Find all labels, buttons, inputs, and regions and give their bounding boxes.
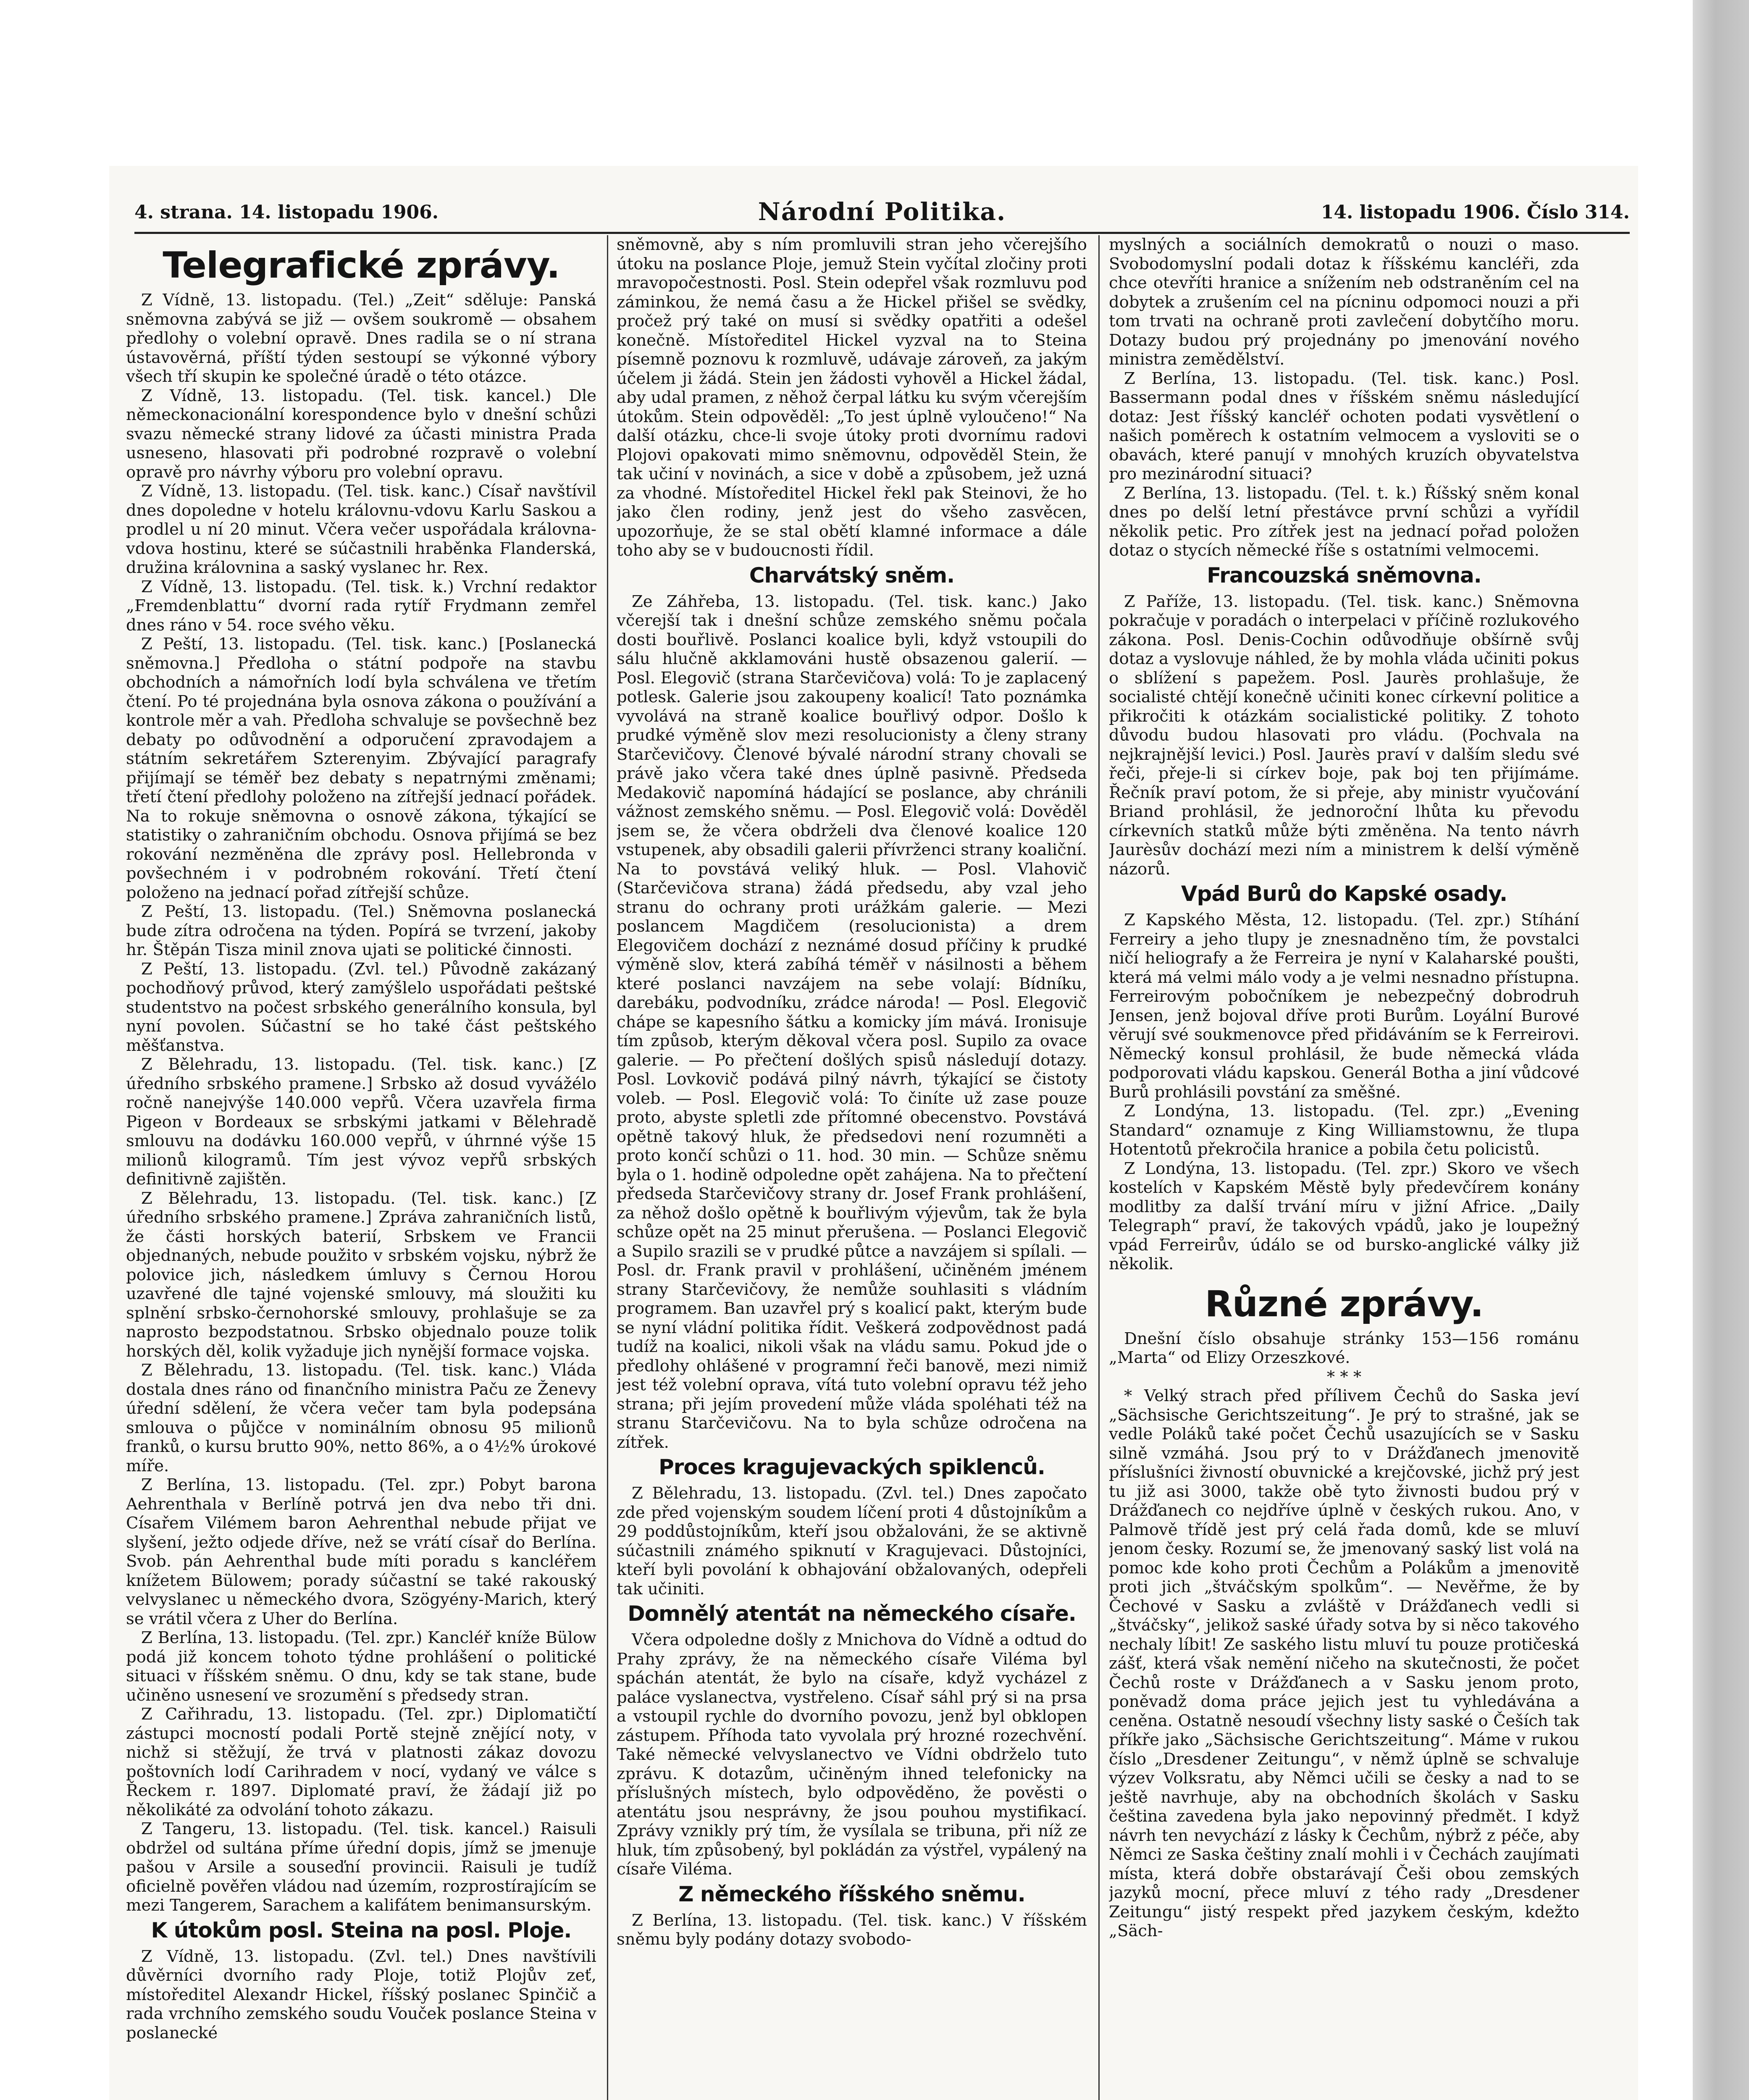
news-paragraph: Z Bělehradu, 13. listopadu. (Tel. tisk. kanc.) [Z úředního srbského pramene.] Zpráva zahraničních listů, že části horských baterií, Srbskem ve Francii objednaných, nebude použito v srbském vojsku, nýbrž že polovice jich, následkem úmluvy s Černou Horou uzavřené dle tajné vojenské smlouvy, má sloužiti ku splnění srbsko-černohorské smlouvy, prohlašuje se za naprosto bezpodstatnou. Srbsko objednalo pouze tolik horských děl, kolik vyžaduje jich nynější formace vojska. xyxy=(126,1189,596,1361)
article-body xyxy=(617,592,1087,1452)
news-paragraph: Dnešní číslo obsahuje stránky 153—156 románu „Marta“ od Elizy Orzeszkové. xyxy=(1109,1329,1579,1367)
column-divider xyxy=(607,235,608,2100)
news-paragraph: myslných a sociálních demokratů o nouzi o maso. Svobodomyslní podali dotaz k říšskému kancléři, zda chce otevříti hranice a snížením neb odstraněním cel na dobytek a zrušením cel na pícninu odpomoci nouzi a při tom trvati na ochraně proti zavlečení dobytčího moru. Dotazy budou prý projednány po jmenování nového ministra zemědělství. xyxy=(1109,235,1579,369)
news-paragraph: Z Paříže, 13. listopadu. (Tel. tisk. kanc.) Sněmovna pokračuje v poradách o interpelaci v příčině rozlukového zákona. Posl. Denis-Cochin odůvodňuje obšírně svůj dotaz a vyslovuje náhled, že by mohla vláda učiniti pokus o sblížení s papežem. Posl. Jaurès prohlašuje, že socialisté chtějí konečně učiniti konec církevní politice a přikročiti k otázkám socialistické politiky. Z tohoto důvodu budou hlasovati pro vládu. (Pochvala na nejkrajnější levici.) Posl. Jaurès praví v dalším sledu své řeči, přeje-li si církev boje, pak boj ten přijímáme. Řečník praví potom, že si přeje, aby ministr vyučování Briand prohlásil, že jednoroční lhůta ku převodu církevních statků může býti změněna. Na tento návrh Jaurèsův dochází mezi ním a ministrem k delší výměně názorů. xyxy=(1109,592,1579,879)
column-3 xyxy=(1109,235,1579,2100)
article-body xyxy=(617,1911,1087,1949)
news-paragraph: Z Cařihradu, 13. listopadu. (Tel. zpr.) Diplomatičtí zástupci mocností podali Portě stejně znějící noty, v nichž si stěžují, že trvá v platnosti zákaz dovozu poštovních lodí Carihradem v nocí, vydaný ve válce s Řeckem r. 1897. Diplomaté praví, že žádají již po několikáté za odvolání tohoto zákazu. xyxy=(126,1705,596,1819)
article-body xyxy=(1109,592,1579,879)
news-paragraph: Z Berlína, 13. listopadu. (Tel. zpr.) Pobyt barona Aehrenthala v Berlíně potrvá jen dva nebo tři dni. Císařem Vilémem baron Aehrenthal nebude přijat ve slyšení, ježto odjede dříve, než se vrátí císař do Berlína. Svob. pán Aehrenthal bude míti poradu s kancléřem knížetem Bülowem; porady súčastní se také rakouský velvyslanec u německého dvora, Szögyény-Marich, který se vrátil včera z Uher do Berlína. xyxy=(126,1475,596,1628)
article-heading: Vpád Burů do Kapské osady. xyxy=(1181,882,1507,906)
news-paragraph: Z Vídně, 13. listopadu. (Tel. tisk. kancel.) Dle německonacionální korespondence bylo v dnešní schůzi svazu německé strany lidové za účasti ministra Prada usneseno, hlasovati při podrobné rozpravě o volební opravě pro návrhy výboru pro volební opravu. xyxy=(126,386,596,482)
article-body xyxy=(126,1947,596,2043)
column-2 xyxy=(617,235,1087,2100)
article-body xyxy=(1109,235,1579,560)
scan-margin xyxy=(1693,0,1749,2100)
article-heading: K útokům posl. Steina na posl. Ploje. xyxy=(151,1918,572,1942)
article-heading: Domnělý atentát na německého císaře. xyxy=(628,1601,1076,1626)
news-paragraph: Z Vídně, 13. listopadu. (Zvl. tel.) Dnes navštívili důvěrníci dvorního rady Ploje, totiž Plojův zeť, místoředitel Alexandr Hickel, říšský poslanec Spinčič a rada vrchního zemského soudu Vouček poslance Steina v poslanecké xyxy=(126,1947,596,2042)
news-paragraph: Z Vídně, 13. listopadu. (Tel. tisk. kanc.) Císař navštívil dnes dopoledne v hotelu královnu-vdovu Karlu Saskou a prodlel u ní 20 minut. Včera večer uspořádala královna-vdova hostinu, které se súčastnili hraběnka Flanderská, družina královnina a saský vyslanec hr. Rex. xyxy=(126,482,596,577)
page-number-date: 4. strana. 14. listopadu 1906. xyxy=(134,202,439,223)
section-title: Různé zprávy. xyxy=(1205,1283,1484,1325)
news-paragraph: Z Vídně, 13. listopadu. (Tel. tisk. k.) Vrchní redaktor „Fremdenblattu“ dvorní rada rytíř Frydmann zemřel dnes ráno v 54. roce svého věku. xyxy=(126,577,596,635)
article-heading: Francouzská sněmovna. xyxy=(1207,563,1481,588)
article-heading: Proces kragujevackých spiklenců. xyxy=(659,1455,1045,1479)
article-heading: Charvátský sněm. xyxy=(749,563,955,588)
ornament-stars: * * * xyxy=(1326,1367,1362,1386)
header-rule xyxy=(134,232,1630,234)
column-divider xyxy=(1098,235,1100,2100)
news-paragraph: Z Londýna, 13. listopadu. (Tel. zpr.) Skoro ve všech kostelích v Kapském Městě byly předevčírem konány modlitby za další trvání míru v jižní Africe. „Daily Telegraph“ praví, že takových vpádů, jako je loupežný vpád Ferreirův, údálo se od bursko-anglické války již několik. xyxy=(1109,1159,1579,1273)
article-body xyxy=(126,291,596,1915)
news-paragraph: * Velký strach před přílivem Čechů do Saska jeví „Sächsische Gerichtszeitung“. Je prý to strašné, jak se vedle Poláků také počet Čechů usazujících se v Sasku silně vzmáhá. Jsou prý to v Drážďanech jmenovitě příslušníci živností obuvnické a krejčovské, jichž prý jest tu již asi 3000, takže obě tyto živnosti budou prý v Drážďanech co nejdříve úplně v českých rukou. Ano, v Palmově třídě jest prý celá řada domů, kde se mluví jenom česky. Rozumí se, že jmenovaný saský list volá na pomoc kde koho proti Čechům a Polákům a jmenovitě proti jich „štváčským spolkům“. — Nevěřme, že by Čechové v Sasku a zvláště v Drážďanech vedli si „štváčsky“, jelikož saské úřady sotva by si něco takového nechaly líbit! Ze saského listu mluví tu pouze protičeská zášť, která však nemění ničeho na skutečnosti, že počet Čechů roste v Drážďanech a v Sasku jenom proto, poněvadž doma práce jejich jest tu vyhledávána a ceněna. Ostatně nesoudí všechny listy saské o Češích tak příkře jako „Sächsische Gerichtszeitung“. Máme v rukou číslo „Dresdener Zeitungu“, v němž úplně se schvaluje výzev Volksratu, aby Němci učili se česky a nad to se ještě navrhuje, aby na obchodních školách v Sasku čeština zavedena byla jako nepovinný předmět. I když návrh ten nevychází z lásky k Čechům, nýbrž z péče, aby Němci ze Saska češtiny znalí mohli i v Čechách zaujímati místa, která dobře obstarávají Češi obou zemských jazyků mocní, přece mluví z tého rady „Dresdener Zeitungu“ jistý respekt před jazykem českým, kdežto „Säch- xyxy=(1109,1386,1579,1940)
article-body xyxy=(1109,911,1579,1274)
date-issue-number: 14. listopadu 1906. Číslo 314. xyxy=(1321,202,1630,223)
page-header xyxy=(134,197,1630,235)
news-paragraph: Z Peští, 13. listopadu. (Tel. tisk. kanc.) [Poslanecká sněmovna.] Předloha o státní podpoře na stavbu obchodních a námořních lodí byla schválena ve třetím čtení. Po té projednána byla osnova zákona o používání a kontrole měr a vah. Předloha schvaluje se povšechně bez debaty po odůvodnění a odporučení zpravodajem a státním sekretářem Szterenyim. Zbývající paragrafy přijímají se téměř bez debaty s nepatrnými změnami; třetí čtení předlohy položeno na zítřejší jednací pořádek. Na to rokuje sněmovna o osnově zákona, týkající se statistiky o zahraničním obchodu. Osnova přijímá se bez rokování nezměněna dle zprávy posl. Hellebronda v povšechném i v podrobném rokování. Třetí čtení položeno na jednací pořad zítřejší schůze. xyxy=(126,635,596,902)
column-1 xyxy=(126,235,596,2100)
article-body xyxy=(617,235,1087,560)
news-paragraph: Z Vídně, 13. listopadu. (Tel.) „Zeit“ sděluje: Panská sněmovna zabývá se již — ovšem soukromě — obsahem předlohy o volební opravě. Dnes radila se o ní strana ústavověrná, příští týden sestoupí se výkonné výbory všech tří skupin ke společné úradě o této otázce. xyxy=(126,291,596,386)
news-paragraph: Z Berlína, 13. listopadu. (Tel. zpr.) Kancléř kníže Bülow podá již koncem tohoto týdne prohlášení o politické situaci v říšském sněmu. O dnu, kdy se tak stane, bude učiněno usnesení ve srozumění s předsedy stran. xyxy=(126,1628,596,1705)
article-body xyxy=(1109,1329,1579,1941)
news-paragraph: Z Berlína, 13. listopadu. (Tel. t. k.) Říšský sněm konal dnes po delší letní přestávce první schůzi a vyřídil několik petic. Pro zítřek jest na jednací pořad položen dotaz o stycích německé říše s ostatními velmocemi. xyxy=(1109,483,1579,560)
news-paragraph: Z Bělehradu, 13. listopadu. (Zvl. tel.) Dnes započato zde před vojenským soudem líčení proti 4 důstojníkům a 29 poddůstojníkům, kteří jsou obžalováni, že se aktivně súčastnili známého spiknutí v Kragujevaci. Důstojníci, kteří byli povolání k obhajování obžalovaných, odepřeli tak učiniti. xyxy=(617,1484,1087,1599)
article-heading: Z německého říšského sněmu. xyxy=(678,1882,1025,1906)
news-paragraph: Včera odpoledne došly z Mnichova do Vídně a odtud do Prahy zprávy, že na německého císaře Viléma byl spáchán atentát, že bylo na císaře, když vycházel z paláce vyslanectva, vystřeleno. Císař sáhl prý si na prsa a vstoupil rychle do dvorního povozu, jenž byl obklopen zástupem. Příhoda tato vyvolala prý hrozné rozechvění. Také německé velvyslanectvo ve Vídni obdrželo tuto zprávu. K dotazům, učiněným ihned telefonicky na příslušných místech, bylo odpověděno, že pověsti o atentátu jsou nesprávny, že jsou pouhou mystifikací. Zprávy vznikly prý tím, že vysílala se tribuna, při níž ze hluk, tím způsobený, byl pokládán za výstřel, vypálený na císaře Viléma. xyxy=(617,1630,1087,1879)
article-body xyxy=(617,1484,1087,1599)
news-paragraph: sněmovně, aby s ním promluvili stran jeho včerejšího útoku na poslance Ploje, jemuž Stein vyčítal zločiny proti mravopočestnosti. Posl. Stein odepřel však rozmluvu pod záminkou, že nemá času a že Hickel přišel se svědky, pročež prý také on musí si svědky opatřiti a odešel konečně. Místoředitel Hickel vyzval na to Steina písemně poznovu k rozmluvě, udávaje zároveň, za jakým účelem ji žádá. Stein jen žádosti vyhověl a Hickel žádal, aby udal pramen, z něhož čerpal látku ku svým včerejším útokům. Stein odpověděl: „To jest úplně vyloučeno!“ Na další otázku, chce-li svoje útoky proti dvornímu radovi Plojovi opakovati mimo sněmovnu, odpověděl Stein, že tak učiní v novinách, a sice v době a způsobem, jež uzná za vhodné. Místoředitel Hickel řekl pak Steinovi, že ho jako člen rodiny, jenž jest do všeho zasvěcen, upozorňuje, že se stal obětí klamné informace a dále toho aby se v budoucnosti řídil. xyxy=(617,235,1087,560)
news-paragraph: Z Tangeru, 13. listopadu. (Tel. tisk. kancel.) Raisuli obdržel od sultána příme úřední dopis, jímž se jmenuje pašou v Arsile a souseďní provincii. Raisuli je tudíž oficielně pověřen vládou nad územím, rozprostírajícím se mezi Tangerem, Sarachem a kalifátem benimansurským. xyxy=(126,1819,596,1915)
section-title: Telegrafické zprávy. xyxy=(163,244,560,286)
news-paragraph: Z Bělehradu, 13. listopadu. (Tel. tisk. kanc.) [Z úředního srbského pramene.] Srbsko až dosud vyvážélo ročně nanejvýše 140.000 vepřů. Včera uzavřela firma Pigeon v Bordeaux se srbskými jatkami v Bělehradě smlouvu na dodávku 160.000 vepřů, v úhrnné výše 15 milionů kilogramů. Tím jest vývoz vepřů srbských definitivně zajištěn. xyxy=(126,1055,596,1189)
news-paragraph: Z Bělehradu, 13. listopadu. (Tel. tisk. kanc.) Vláda dostala dnes ráno od finančního ministra Paču ze Ženevy úřední sdělení, že včera večer tam byla podepsána smlouva o půjčce v nominálním obnosu 95 milionů franků, o kursu brutto 90%, netto 86%, a o 4½% úrokové míře. xyxy=(126,1361,596,1475)
news-paragraph: Z Peští, 13. listopadu. (Zvl. tel.) Původně zakázaný pochodňový průvod, který zamýšlelo uspořádati peštské studentstvo na počest srbského generálního konsula, byl nyní povolen. Súčastní se ho také část peštského měšťanstva. xyxy=(126,959,596,1055)
news-paragraph: Z Berlína, 13. listopadu. (Tel. tisk. kanc.) Posl. Bassermann podal dnes v říšském sněmu následující dotaz: Jest říšský kancléř ochoten podati vysvětlení o našich poměrech k ostatním velmocem a vysloviti se o obavách, které panují v mnohých kruzích obyvatelstva pro mezinárodní situaci? xyxy=(1109,369,1579,483)
article-body xyxy=(617,1630,1087,1879)
news-paragraph: Z Londýna, 13. listopadu. (Tel. zpr.) „Evening Standard“ oznamuje z King Williamstownu, že tlupa Hotentotů překročila hranice a pobila četu policistů. xyxy=(1109,1102,1579,1159)
news-paragraph: Z Berlína, 13. listopadu. (Tel. tisk. kanc.) V říšském sněmu byly podány dotazy svobodo- xyxy=(617,1911,1087,1949)
news-paragraph: Ze Záhřeba, 13. listopadu. (Tel. tisk. kanc.) Jako včerejší tak i dnešní schůze zemského sněmu počala dosti bouřlivě. Poslanci koalice byli, když vstoupili do sálu hlučně akklamováni hustě obsazenou galerií. — Posl. Elegovič (strana Starčevičova) volá: To je zaplacený potlesk. Galerie jsou zakoupeny koalicí! Tato poznámka vyvolává na straně koalice bouřlivý odpor. Došlo k prudké výměně slov mezi resolucionisty a členy strany Starčevičovy. Členové bývalé národní strany chovali se právě jako včera také dnes úplně pasivně. Předseda Medakovič napomíná hádající se poslance, aby chránili vážnost zemského sněmu. — Posl. Elegovič volá: Dověděl jsem se, že včera obdrželi dva členové koalice 120 vstupenek, aby obsadili galerii přívrženci strany koaliční. Na to povstává veliký hluk. — Posl. Vlahovič (Starčevičova strana) žádá předsedu, aby vzal jeho stranu do ochrany proti urážkám galerie. — Mezi poslancem Magdičem (resolucionista) a drem Elegovičem dochází z neznámé dosud příčiny k prudké výměně slov, která zabíhá téměř v násilnosti a během které poslanci navzájem na sebe volají: Bídníku, darebáku, podvodníku, zrádce národa! — Posl. Elegovič chápe se kapesního šátku a komicky jím mává. Ironisuje tím způsob, kterým děkoval včera posl. Supilo za ovace galerie. — Po přečtení došlých spisů následují dotazy. Posl. Lovkovič podává pilný návrh, týkající se čistoty voleb. — Posl. Elegovič volá: To činíte už zase pouze proto, abyste spletli zde přítomné obecenstvo. Povstává opětně takový hluk, že předsedovi není rozumněti a proto končí schůzi o 11. hod. 30 min. — Schůze sněmu byla o 1. hodině odpoledne opět zahájena. Na to přečtení předseda Starčevičovy strany dr. Josef Frank prohlášení, za něhož došlo opětně k bouřlivým výjevům, tak že byla schůze opět na 25 minut přerušena. — Poslanci Elegovič a Supilo srazili se v prudké půtce a navzájem si spílali. — Posl. dr. Frank pravil v prohlášení, učiněném jménem strany Starčevičovy, že nemůže souhlasiti s vládním programem. Ban uzavřel prý s koalicí pakt, kterým bude se nyní vládní politika řídit. Veškerá zodpovědnost padá tudíž na koalici, nikoli však na vládu samu. Pokud jde o předlohy ohlášené v programní řeči banově, mezi nimiž jest též volební oprava, vítá tuto volební opravu též jeho strana; při jejím provedení může vláda spoléhati též na stranu Starčevičovu. Na to byla schůze odročena na zítřek. xyxy=(617,592,1087,1452)
news-paragraph: Z Peští, 13. listopadu. (Tel.) Sněmovna poslanecká bude zítra odročena na týden. Popírá se tvrzení, jakoby hr. Štěpán Tisza minil znova ujati se politické činnosti. xyxy=(126,902,596,959)
news-paragraph: Z Kapského Města, 12. listopadu. (Tel. zpr.) Stíhání Ferreiry a jeho tlupy je znesnadněno tím, že povstalci ničí heliografy a že Ferreira je nyní v Kalaharské poušti, která má velmi málo vody a je velmi nesnadno přístupna. Ferreirovým pobočníkem je nebezpečný dobrodruh Jensen, jenž bojoval dříve proti Burům. Loyální Burové věrují své soukmenovce před přidáváním se k Ferreirovi. Německý konsul prohlásil, že bude německá vláda podporovati vládu kapskou. Generál Botha a jiní vůdcové Burů prohlásili povstání za směšné. xyxy=(1109,911,1579,1102)
masthead: Národní Politika. xyxy=(758,197,1006,226)
